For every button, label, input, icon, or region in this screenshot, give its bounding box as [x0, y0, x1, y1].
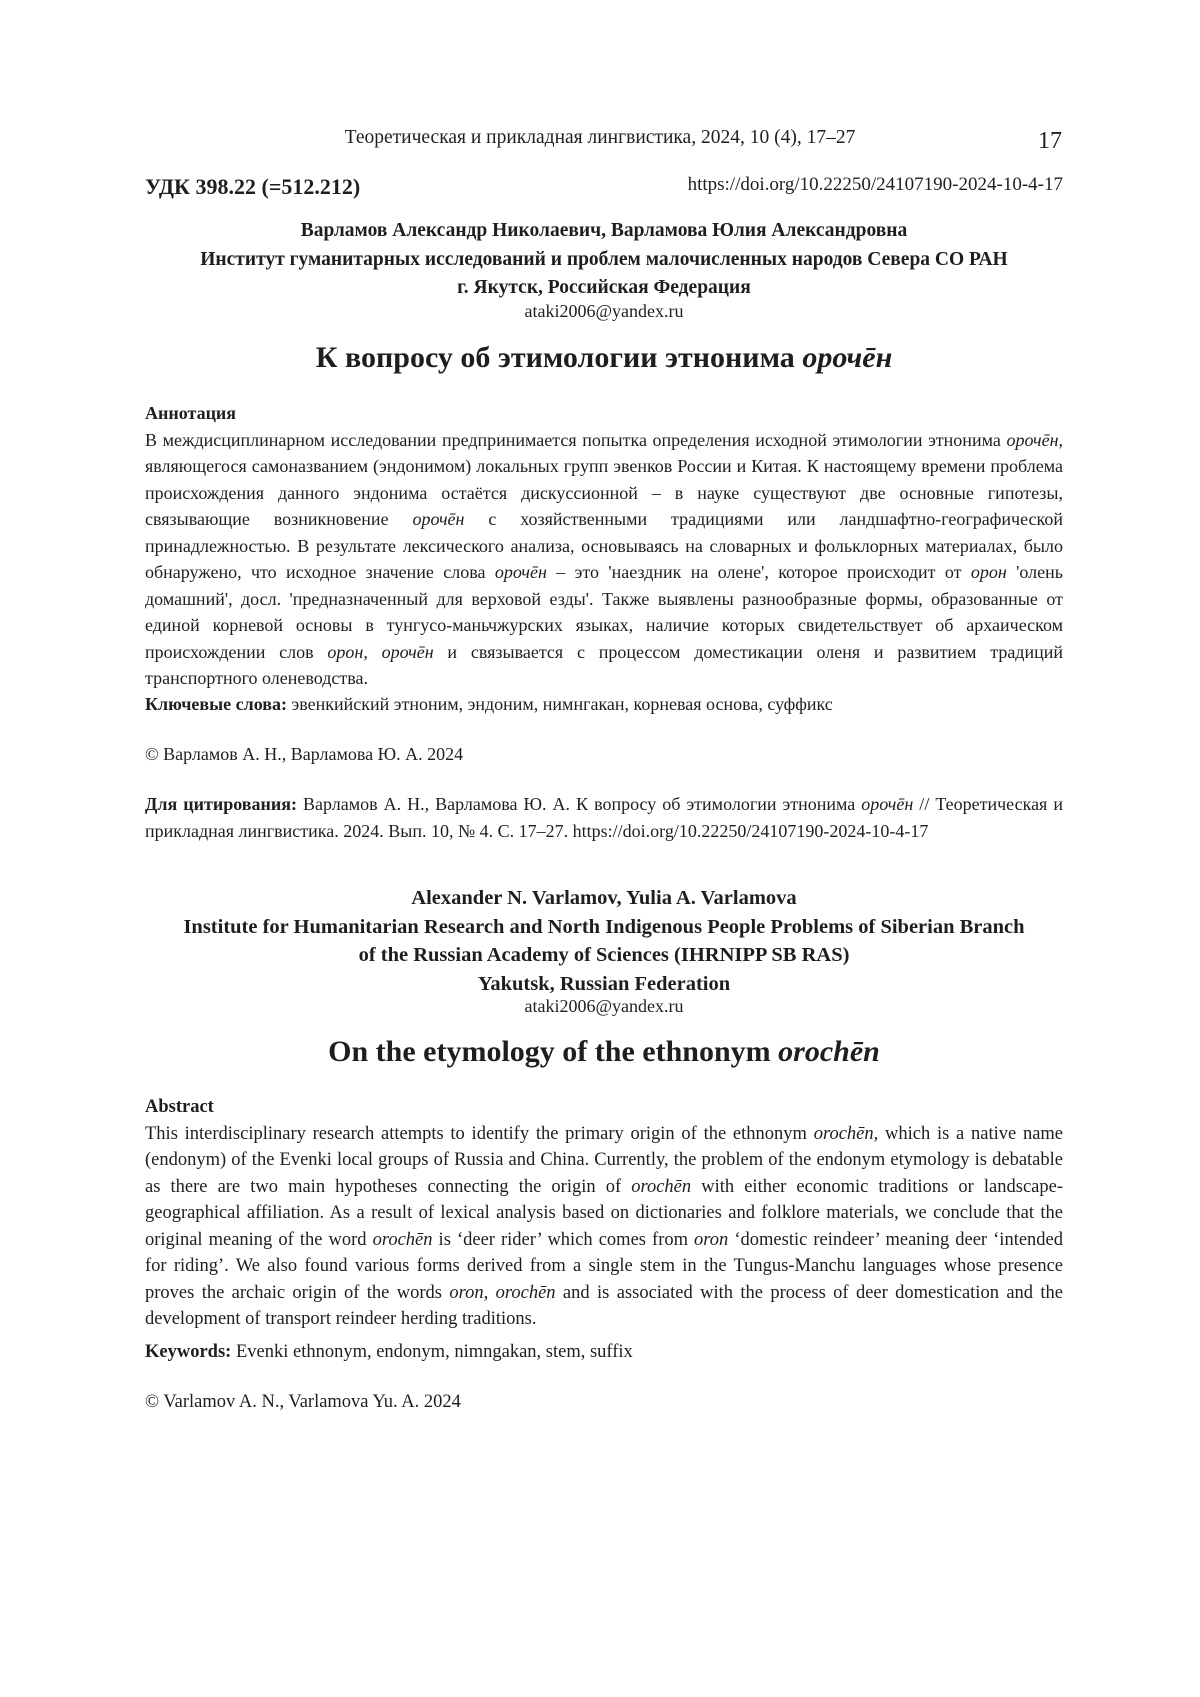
doi-link[interactable]: https://doi.org/10.22250/24107190-2024-10-4-17	[688, 174, 1063, 196]
en-affiliation-line-1: Institute for Humanitarian Research and North Indigenous People Problems of Siberian Branch	[145, 913, 1063, 942]
en-abstract-part: is ‘deer rider’ which comes from	[433, 1230, 695, 1250]
ru-abstract-label: Аннотация	[145, 400, 1063, 427]
en-abstract-part: This interdisciplinary research attempts to identify the primary origin of the ethnonym	[145, 1124, 814, 1144]
ru-abstract-term: орочēн	[1006, 430, 1058, 450]
ru-abstract-part: В междисциплинарном исследовании предпринимается попытка определения исходной этимологии этнонима	[145, 430, 1006, 450]
en-abstract-part: with either economic traditions or landscape-geographical affiliation. As a result of lexical analysis based on dictionaries and folklore materials, we conclude that the original meaning of the word	[145, 1177, 1063, 1250]
en-email[interactable]: ataki2006@yandex.ru	[145, 996, 1063, 1017]
ru-citation-label: Для цитирования:	[145, 794, 297, 814]
ru-abstract-section	[145, 400, 1063, 692]
ru-keywords-text: эвенкийский этноним, эндоним, нимнгакан, корневая основа, суффикс	[287, 694, 833, 714]
en-authors: Alexander N. Varlamov, Yulia A. Varlamova	[145, 884, 1063, 913]
en-location: Yakutsk, Russian Federation	[145, 970, 1063, 999]
ru-abstract-part: , являющегося самоназванием (эндонимом) локальных групп эвенков России и Китая. К настоящему времени проблема происхождения данного эндонима остаётся дискуссионной – в науке существуют две основные гипотезы, связывающие возникновение	[145, 430, 1063, 530]
en-abstract-text	[145, 1121, 1063, 1333]
en-abstract-part: and is associated with the process of deer domestication and the development of transport reindeer herding traditions.	[145, 1283, 1063, 1330]
ru-author-block	[145, 217, 1063, 303]
ru-citation-term: орочēн	[861, 794, 913, 814]
en-abstract-term: orochēn	[814, 1124, 874, 1144]
en-affiliation-line-2: of the Russian Academy of Sciences (IHRNIPP SB RAS)	[145, 941, 1063, 970]
journal-reference: Теоретическая и прикладная лингвистика, 2024, 10 (4), 17–27	[0, 127, 1200, 149]
ru-abstract-term: орон	[971, 562, 1007, 582]
en-abstract-term: oron	[694, 1230, 728, 1250]
en-keywords-label: Keywords:	[145, 1342, 231, 1362]
en-title-text: On the etymology of the ethnonym	[328, 1035, 778, 1068]
en-title	[145, 1035, 1063, 1069]
ru-email[interactable]: ataki2006@yandex.ru	[145, 301, 1063, 322]
ru-abstract-part: – это 'наездник на олене', которое происходит от	[547, 562, 971, 582]
ru-title-text: К вопросу об этимологии этнонима	[316, 341, 803, 374]
ru-authors: Варламов Александр Николаевич, Варламова Юлия Александровна	[145, 217, 1063, 246]
ru-title	[145, 341, 1063, 375]
en-abstract-term: oron, orochēn	[449, 1283, 555, 1303]
article-page	[0, 0, 1200, 1697]
en-abstract-label: Abstract	[145, 1094, 1063, 1121]
en-keywords-text: Evenki ethnonym, endonym, nimngakan, stem, suffix	[231, 1342, 632, 1362]
en-abstract-term: orochēn	[631, 1177, 691, 1197]
ru-citation	[145, 791, 1063, 844]
ru-keywords	[145, 691, 1063, 718]
ru-citation-text: Варламов А. Н., Варламова Ю. А. К вопросу об этимологии этнонима	[297, 794, 861, 814]
ru-abstract-part: и связывается с процессом доместикации оленя и развитием традиций транспортного оленеводства.	[145, 642, 1063, 689]
ru-location: г. Якутск, Российская Федерация	[145, 274, 1063, 303]
ru-abstract-text	[145, 427, 1063, 692]
ru-citation-text-2: // Теоретическая и прикладная лингвистика. 2024. Вып. 10, № 4. С. 17–27. https://doi.org/10.22250/24107190-2024-10-4-17	[145, 794, 1063, 841]
en-abstract-section	[145, 1094, 1063, 1333]
en-title-term: orochēn	[778, 1035, 880, 1068]
en-abstract-term: orochēn	[373, 1230, 433, 1250]
udk-code: УДК 398.22 (=512.212)	[145, 174, 360, 200]
ru-keywords-label: Ключевые слова:	[145, 694, 287, 714]
ru-abstract-part: 'олень домашний', досл. 'предназначенный для верховой езды'. Также выявлены разнообразные формы, образованные от единой корневой основы в тунгусо-маньчжурских языках, наличие которых свидетельствует об архаическом происхождении слов	[145, 562, 1063, 662]
en-keywords	[145, 1339, 1063, 1366]
en-abstract-part: ‘domestic reindeer’ meaning deer ‘intended for riding’. We also found various forms derived from a single stem in the Tungus-Manchu languages whose presence proves the archaic origin of the words	[145, 1230, 1063, 1303]
ru-abstract-term: орон, орочēн	[327, 642, 433, 662]
en-author-block	[145, 884, 1063, 998]
ru-copyright: © Варламов А. Н., Варламова Ю. А. 2024	[145, 741, 1063, 768]
page-number: 17	[1038, 128, 1062, 155]
ru-title-term: орочēн	[802, 341, 892, 374]
ru-affiliation: Институт гуманитарных исследований и проблем малочисленных народов Севера СО РАН	[145, 246, 1063, 275]
en-copyright: © Varlamov A. N., Varlamova Yu. A. 2024	[145, 1389, 1063, 1416]
ru-abstract-term: орочēн	[412, 509, 464, 529]
en-abstract-part: , which is a native name (endonym) of the Evenki local groups of Russia and China. Currently, the problem of the endonym etymology is debatable as there are two main hypotheses connecting the origin of	[145, 1124, 1063, 1197]
ru-abstract-part: с хозяйственными традициями или ландшафтно-географической принадлежностью. В результате лексического анализа, основываясь на словарных и фольклорных материалах, было обнаружено, что исходное значение слова	[145, 509, 1063, 582]
ru-abstract-term: орочēн	[495, 562, 547, 582]
